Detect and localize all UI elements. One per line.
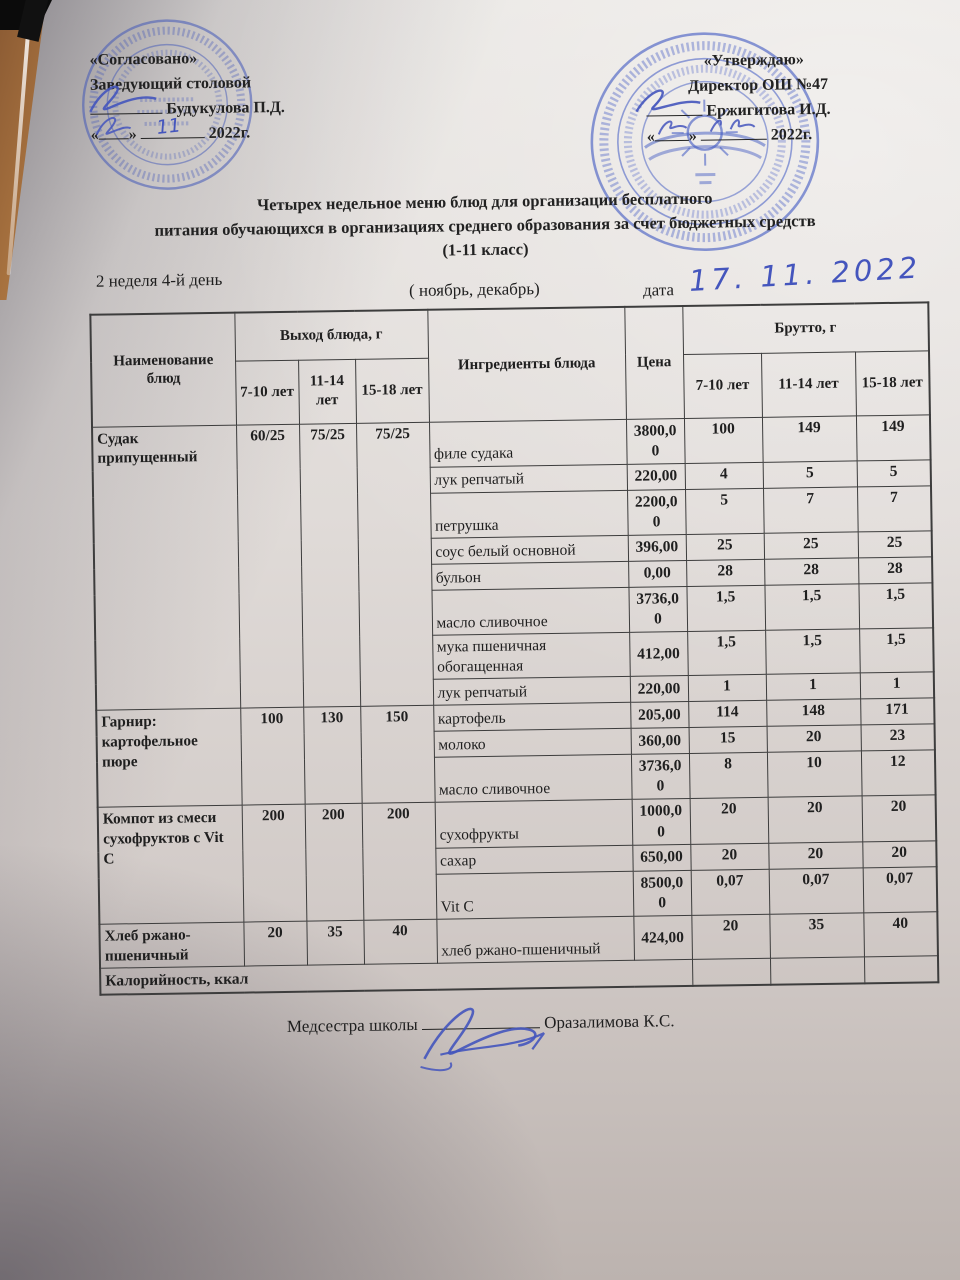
output-15-18-cell: 150 [360, 705, 434, 803]
quote-close: » [688, 127, 697, 145]
brutto-15-18-cell: 23 [861, 724, 935, 751]
ingredient-cell: хлеб ржано-пшеничный [436, 916, 634, 963]
output-11-14-cell: 75/25 [299, 423, 360, 707]
approval-left-role: Заведующий столовой [89, 74, 252, 94]
months-label: ( ноябрь, декабрь) [408, 279, 540, 301]
ingredient-cell: картофель [433, 702, 630, 731]
price-cell: 205,00 [630, 702, 688, 729]
approval-left-block [89, 43, 390, 147]
brutto-15-18-cell: 20 [862, 795, 937, 841]
ingredient-cell: мука пшеничная обогащенная [432, 633, 630, 680]
ingredient-cell: петрушка [430, 490, 628, 538]
dish-name-cell: Судак припущенный [92, 425, 240, 711]
brutto-11-14-cell: 20 [768, 796, 863, 843]
brutto-7-10-cell: 28 [686, 559, 764, 586]
menu-table-header [90, 302, 930, 426]
price-cell: 412,00 [629, 632, 688, 677]
output-7-10-cell: 20 [243, 921, 307, 966]
brutto-7-10-cell: 100 [684, 417, 763, 463]
ingredient-cell: филе судака [429, 419, 627, 467]
ingredient-cell: бульон [431, 561, 628, 590]
brutto-15-18-cell: 5 [857, 460, 931, 487]
hand-scribble [704, 111, 760, 140]
output-15-18-cell: 200 [362, 803, 437, 921]
brutto-15-18-cell: 0,07 [863, 866, 938, 912]
brutto-7-10-cell: 1 [688, 674, 766, 701]
brutto-11-14-cell: 35 [769, 913, 864, 959]
ingredient-cell: масло сливочное [431, 587, 629, 635]
brutto-7-10-cell: 1,5 [687, 631, 766, 676]
dish-name-cell: Гарнир: картофельное пюре [96, 708, 241, 807]
ingredient-cell: лук репчатый [433, 676, 630, 705]
menu-table-body [92, 414, 938, 994]
brutto-7-10-cell: 15 [689, 726, 767, 753]
output-11-14-cell: 35 [306, 920, 364, 965]
brutto-7-10-cell: 8 [689, 752, 768, 798]
week-day-label: 2 неделя 4-й день [95, 269, 223, 291]
ingredient-cell: масло сливочное [434, 754, 632, 802]
output-7-10-cell: 200 [242, 805, 307, 922]
brutto-15-18-cell: 149 [856, 414, 931, 460]
dish-name-cell: Компот из смеси сухофруктов с Vit C [98, 805, 244, 924]
col-header-brutto: Брутто, г [682, 302, 929, 354]
dish-name-cell: Хлеб ржано-пшеничный [99, 922, 244, 969]
brutto-11-14-cell: 0,07 [769, 868, 864, 915]
brutto-11-14-cell: 5 [763, 461, 857, 488]
brutto-7-10-cell: 1,5 [686, 585, 765, 631]
footer-name: Оразалимова К.С. [544, 1011, 675, 1033]
col-header-brutto-age-7-10: 7-10 лет [683, 353, 762, 418]
ingredient-cell: сахар [435, 845, 632, 874]
price-cell: 220,00 [630, 676, 688, 703]
brutto-11-14-cell: 1 [766, 673, 860, 700]
price-cell: 2200,00 [627, 489, 686, 535]
col-header-age-7-10: 7-10 лет [235, 360, 299, 425]
ingredient-cell: молоко [434, 728, 631, 757]
output-15-18-cell: 40 [363, 919, 437, 965]
price-cell: 1000,00 [632, 799, 691, 845]
col-header-price: Цена [624, 306, 684, 419]
brutto-15-18-cell: 28 [858, 557, 932, 584]
approval-right-role: Директор ОШ №47 [687, 75, 829, 95]
approval-left-year: 2022г. [208, 124, 251, 143]
brutto-7-10-cell: 25 [686, 533, 764, 560]
approval-right-title: «Утверждаю» [703, 51, 804, 70]
ingredient-cell: Vit C [436, 871, 634, 919]
brutto-11-14-cell [770, 957, 864, 984]
date-label: дата [642, 280, 675, 300]
quote-open: « [90, 126, 99, 144]
quote-open: « [646, 128, 655, 146]
col-header-brutto-age-11-14: 11-14 лет [761, 351, 856, 416]
brutto-15-18-cell: 12 [861, 750, 936, 796]
title-line-2: питания обучающихся в организациях среднего образования за счет бюджетных средств [154, 211, 816, 240]
col-header-output: Выход блюда, г [234, 310, 428, 361]
col-header-age-15-18: 15-18 лет [355, 358, 429, 423]
title-line-3: (1-11 класс) [442, 239, 529, 260]
price-cell: 220,00 [627, 463, 685, 490]
brutto-7-10-cell: 20 [690, 843, 768, 870]
col-header-ingredients: Ингредиенты блюда [427, 307, 626, 422]
col-header-dish-name: Наименование блюд [90, 313, 236, 427]
calories-label-cell: Калорийность, ккал [100, 960, 692, 995]
price-cell: 650,00 [632, 844, 690, 871]
brutto-15-18-cell: 40 [863, 912, 938, 958]
brutto-11-14-cell: 25 [764, 532, 858, 559]
brutto-11-14-cell: 149 [762, 415, 857, 462]
brutto-15-18-cell: 7 [857, 486, 932, 532]
brutto-7-10-cell [692, 959, 770, 986]
output-15-18-cell: 75/25 [356, 422, 433, 707]
hand-scribble [90, 108, 134, 143]
ingredient-cell: соус белый основной [431, 535, 628, 564]
brutto-11-14-cell: 7 [763, 487, 858, 534]
price-cell: 0,00 [628, 561, 686, 588]
brutto-11-14-cell: 10 [767, 751, 862, 798]
output-7-10-cell: 60/25 [236, 424, 303, 708]
price-cell: 8500,00 [633, 870, 692, 916]
hand-scribble [652, 114, 692, 141]
brutto-11-14-cell: 28 [764, 558, 858, 585]
brutto-7-10-cell: 20 [691, 914, 770, 960]
output-7-10-cell: 100 [240, 707, 304, 805]
price-cell: 3800,00 [626, 418, 685, 464]
approval-right-date-line [647, 120, 927, 149]
brutto-7-10-cell: 20 [690, 798, 769, 844]
quote-close: » [128, 126, 137, 144]
approval-right-block [645, 45, 926, 149]
footer-role: Медсестра школы [286, 1015, 418, 1036]
brutto-15-18-cell: 1 [860, 672, 934, 699]
brutto-15-18-cell: 20 [862, 840, 936, 867]
approval-left-name: Будукулова П.Д. [166, 98, 285, 118]
hand-month: 11 [155, 114, 182, 139]
date-month-blank [701, 125, 767, 141]
price-cell: 424,00 [633, 915, 692, 960]
approval-left-title: «Согласовано» [89, 50, 198, 69]
brutto-15-18-cell: 1,5 [858, 583, 933, 629]
brutto-15-18-cell: 1,5 [859, 628, 934, 673]
brutto-7-10-cell: 5 [685, 488, 764, 534]
output-11-14-cell: 200 [305, 804, 364, 921]
approval-left-date-line [90, 114, 391, 147]
approval-right-year: 2022г. [770, 126, 813, 144]
price-cell: 360,00 [631, 728, 689, 755]
brutto-15-18-cell [864, 956, 938, 983]
brutto-7-10-cell: 114 [688, 700, 766, 727]
col-header-brutto-age-15-18: 15-18 лет [855, 350, 930, 415]
brutto-7-10-cell: 4 [685, 462, 763, 489]
date-day-blank [655, 126, 689, 142]
output-11-14-cell: 130 [303, 706, 361, 804]
brutto-15-18-cell: 25 [858, 531, 932, 558]
brutto-11-14-cell: 20 [767, 725, 861, 752]
price-cell: 3736,00 [631, 754, 690, 800]
ingredient-cell: сухофрукты [435, 800, 633, 848]
brutto-11-14-cell: 20 [768, 842, 862, 869]
date-month-blank [141, 114, 205, 139]
price-cell: 3736,00 [628, 587, 687, 633]
handwritten-date: 17. 11. 2022 [688, 250, 923, 298]
date-day-blank [99, 124, 129, 139]
menu-table [89, 301, 939, 995]
price-cell: 396,00 [628, 535, 686, 562]
brutto-7-10-cell: 0,07 [691, 869, 770, 915]
title-line-1: Четырех недельное меню блюд для организации бесплатного [256, 188, 713, 215]
ingredient-cell: лук репчатый [430, 464, 627, 493]
brutto-11-14-cell: 1,5 [765, 629, 860, 674]
footer-signature-squiggle [409, 991, 570, 1083]
brutto-15-18-cell: 171 [860, 698, 934, 725]
brutto-11-14-cell: 148 [766, 699, 860, 726]
document-title [85, 184, 886, 268]
brutto-11-14-cell: 1,5 [764, 584, 859, 631]
approval-right-name: Ержигитова И.Д. [706, 100, 831, 120]
col-header-age-11-14: 11-14 лет [298, 359, 356, 424]
